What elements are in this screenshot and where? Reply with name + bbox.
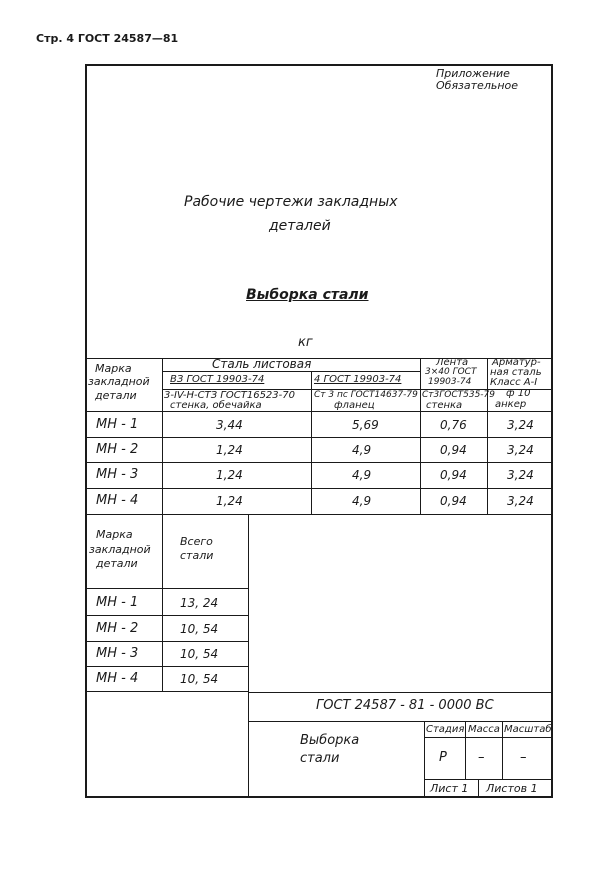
table1-row-mark: МН - 1 (96, 417, 139, 432)
table1-row-rebar: 3,24 (507, 468, 534, 482)
sheets-label: Листов 1 (486, 782, 538, 795)
subtitle: Выборка стали (246, 287, 369, 303)
table1-mark-header-2: закладной (88, 375, 150, 388)
sheet-steel-std-2: 4 ГОСТ 19903-74 (314, 374, 402, 385)
table2-row-mark: МН - 3 (96, 646, 139, 661)
table1-row-sheet2: 4,9 (352, 443, 372, 457)
table1-row-tape: 0,94 (440, 468, 467, 482)
titleblock-col-line (478, 779, 479, 798)
table1-row-sheet2: 4,9 (352, 468, 372, 482)
appendix-label: Приложение (436, 67, 510, 80)
sheet-steel-use-2: фланец (334, 400, 375, 411)
table2-row-mark: МН - 2 (96, 621, 139, 636)
table1-row-sheet2: 5,69 (352, 418, 379, 432)
table1-row-line (85, 488, 553, 489)
titleblock-top-line (248, 692, 553, 693)
table2-row-line (85, 615, 248, 616)
table1-row-tape: 0,76 (440, 418, 467, 432)
table2-header-bottom (85, 588, 248, 589)
titleblock-sheet-line (424, 779, 553, 780)
table2-total-header-2: стали (180, 549, 214, 562)
table1-row-line (85, 437, 553, 438)
appendix-mandatory: Обязательное (436, 79, 519, 92)
table2-row-line (85, 666, 248, 667)
rebar-use: анкер (495, 399, 527, 410)
table1-subheader-line (162, 371, 420, 372)
scale-label: Масштаб (504, 724, 552, 735)
sheet-steel-desc-1: 3-IV-Н-СТЗ ГОСТ16523-70 (164, 390, 295, 401)
stage-label: Стадия (426, 724, 465, 735)
titleblock-label-line (424, 737, 553, 738)
table1-header-bottom (85, 411, 553, 412)
table1-row-sheet2: 4,9 (352, 494, 372, 508)
rebar-header: Арматур- (492, 357, 541, 368)
table1-row-rebar: 3,24 (507, 418, 534, 432)
drawing-title: Рабочие чертежи закладных (184, 194, 398, 210)
table2-row-total: 10, 54 (180, 672, 219, 686)
table1-row-mark: МН - 2 (96, 442, 139, 457)
table2-row-total: 13, 24 (180, 596, 219, 610)
table1-row-rebar: 3,24 (507, 443, 534, 457)
table2-mark-header-2: закладной (89, 543, 151, 556)
tape-std: 19903-74 (428, 377, 472, 387)
table1-mark-header-3: детали (95, 389, 137, 402)
sheet-steel-desc-2: Ст 3 пс ГОСТ14637-79 (314, 390, 418, 400)
sheet-steel-use-1: стенка, обечайка (170, 400, 262, 411)
table2-row-mark: МН - 4 (96, 671, 139, 686)
unit-label: кг (298, 335, 313, 350)
sheet-label: Лист 1 (430, 782, 469, 795)
tape-grade: Ст3ГОСТ535-79 (422, 390, 496, 400)
table1-row-sheet1: 1,24 (216, 443, 243, 457)
page-header: Стр. 4 ГОСТ 24587—81 (36, 32, 179, 45)
mass-label: Масса (468, 724, 500, 735)
table1-row-mark: МН - 3 (96, 467, 139, 482)
table2-mark-header-3: детали (96, 557, 138, 570)
table1-row-sheet1: 1,24 (216, 494, 243, 508)
table2-col-line (162, 514, 163, 691)
table1-col-line (420, 358, 421, 514)
table2-right-line (248, 514, 249, 798)
titleblock-col-line (502, 721, 503, 779)
table1-row-tape: 0,94 (440, 443, 467, 457)
table2-mark-header: Марка (96, 528, 133, 541)
titleblock-name-2: стали (300, 751, 340, 766)
table1-row-line (85, 462, 553, 463)
stage-value: Р (439, 750, 447, 765)
table1-mark-header: Марка (95, 362, 132, 375)
document-code: ГОСТ 24587 - 81 - 0000 ВС (316, 698, 494, 713)
table1-row-sheet1: 1,24 (216, 468, 243, 482)
titleblock-name: Выборка (300, 733, 360, 748)
table1-col-line (311, 371, 312, 514)
table2-row-line (85, 641, 248, 642)
table2-row-total: 10, 54 (180, 622, 219, 636)
titleblock-col-line (465, 721, 466, 779)
titleblock-code-line (248, 721, 553, 722)
drawing-frame (85, 64, 553, 798)
table1-row-sheet1: 3,44 (216, 418, 243, 432)
mass-value: – (478, 750, 485, 765)
table2-total-header: Всего (180, 535, 213, 548)
table1-col-line (162, 358, 163, 514)
table1-row-mark: МН - 4 (96, 493, 139, 508)
tape-use: стенка (426, 400, 463, 411)
table2-bottom-line (85, 691, 248, 692)
tape-size: 3×40 ГОСТ (425, 367, 477, 377)
tape-header: Лента (436, 357, 469, 368)
sheet-steel-std-1: ВЗ ГОСТ 19903-74 (170, 374, 265, 385)
sheet-steel-header: Сталь листовая (212, 357, 312, 371)
titleblock-col-line (424, 721, 425, 798)
rebar-header-2: ная сталь (490, 367, 542, 378)
table2-row-mark: МН - 1 (96, 595, 139, 610)
table2-row-total: 10, 54 (180, 647, 219, 661)
scale-value: – (520, 750, 527, 765)
rebar-diameter: ф 10 (506, 388, 531, 399)
table1-col-line (487, 358, 488, 514)
table1-row-tape: 0,94 (440, 494, 467, 508)
rebar-class: Класс А-I (490, 377, 538, 388)
table1-row-rebar: 3,24 (507, 494, 534, 508)
table1-bottom-line (85, 514, 553, 515)
drawing-title-line2: деталей (269, 218, 331, 234)
table1-top-line (85, 358, 553, 359)
